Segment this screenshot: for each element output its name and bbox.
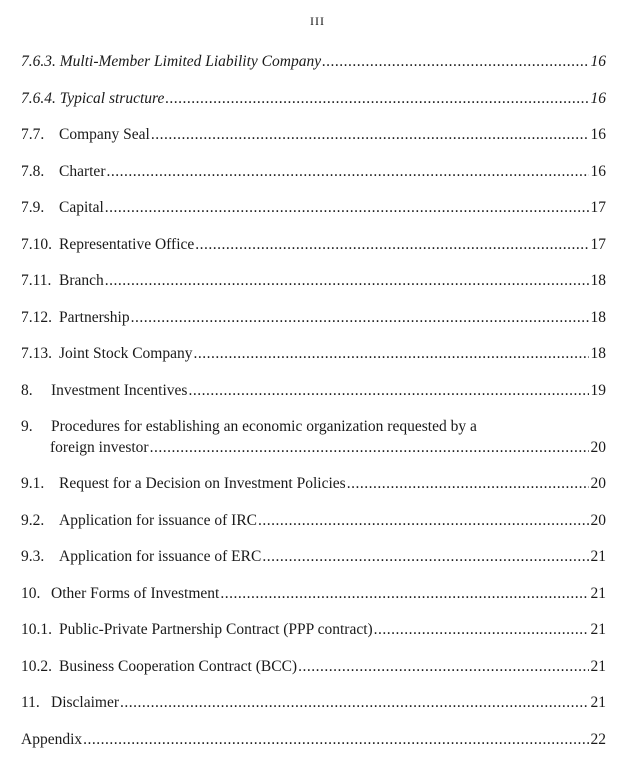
toc-entry-8[interactable]: [21, 381, 606, 418]
toc-title: Partnership: [59, 308, 130, 326]
toc-title: Application for issuance of ERC: [59, 548, 262, 565]
toc-entry-9[interactable]: [21, 417, 606, 474]
toc-title: Branch: [59, 272, 104, 289]
dot-leader: [131, 308, 589, 328]
toc-page-number: 18: [590, 308, 606, 326]
toc-page-number: 17: [590, 235, 606, 253]
toc-page-number: 21: [590, 621, 606, 638]
toc-page-number: 16: [590, 126, 606, 143]
toc-title: Multi-Member Limited Liability Company: [59, 53, 322, 70]
toc-number: 9.1.: [21, 475, 45, 492]
toc-number: 7.11.: [21, 272, 52, 289]
dot-leader: [105, 271, 589, 291]
toc-page-number: 20: [590, 511, 606, 529]
page-number-header: III: [310, 14, 325, 28]
dot-leader: [220, 584, 589, 604]
toc-page-number: 21: [590, 694, 606, 711]
toc-entry-7-7[interactable]: [21, 125, 606, 162]
toc-entry-7-12[interactable]: [21, 308, 606, 345]
dot-leader: [347, 474, 589, 494]
toc-entry-7-11[interactable]: [21, 271, 606, 308]
toc-entry-10[interactable]: [21, 584, 606, 621]
toc-title: Charter: [59, 162, 106, 180]
table-of-contents: [21, 52, 606, 766]
toc-page-number: 21: [590, 548, 606, 565]
dot-leader: [120, 693, 589, 713]
dot-leader: [193, 344, 589, 364]
toc-number: 10.1.: [21, 621, 52, 638]
toc-title-line-2: foreign investor: [50, 439, 149, 456]
toc-number: 7.10.: [21, 235, 52, 253]
toc-title: Application for issuance of IRC: [59, 511, 258, 529]
toc-number: 10.2.: [21, 657, 52, 675]
toc-title: Appendix: [21, 730, 83, 748]
dot-leader: [83, 730, 589, 750]
toc-entry-7-8[interactable]: [21, 162, 606, 199]
toc-number: 9.: [21, 418, 33, 435]
dot-leader: [195, 235, 589, 255]
toc-number: 8.: [21, 381, 33, 399]
toc-entry-appendix[interactable]: [21, 730, 606, 767]
toc-entry-7-6-4[interactable]: [21, 89, 606, 126]
toc-entry-7-13[interactable]: [21, 344, 606, 381]
toc-entry-10-1[interactable]: [21, 620, 606, 657]
toc-number: 7.12.: [21, 308, 52, 326]
toc-entry-9-2[interactable]: [21, 511, 606, 548]
toc-page-number: 21: [590, 584, 606, 602]
toc-page-number: 16: [590, 53, 606, 70]
toc-title: Other Forms of Investment: [51, 584, 220, 602]
toc-page-number: 21: [590, 657, 606, 675]
toc-title: Representative Office: [59, 235, 195, 253]
toc-entry-7-6-3[interactable]: [21, 52, 606, 89]
dot-leader: [262, 547, 589, 567]
toc-number: 7.9.: [21, 199, 45, 216]
toc-number: 7.7.: [21, 126, 45, 143]
dot-leader: [298, 657, 589, 677]
toc-number: 11.: [21, 694, 40, 711]
toc-page-number: 16: [590, 89, 606, 107]
toc-entry-7-10[interactable]: [21, 235, 606, 272]
dot-leader: [188, 381, 589, 401]
toc-title: Public-Private Partnership Contract (PPP contract): [59, 621, 373, 638]
toc-page-number: 22: [590, 730, 606, 748]
dot-leader: [106, 162, 589, 182]
toc-page-number: 18: [590, 345, 606, 362]
dot-leader: [150, 438, 589, 458]
toc-page-number: 19: [590, 381, 606, 399]
toc-number: 7.8.: [21, 162, 45, 180]
toc-title: Business Cooperation Contract (BCC): [59, 657, 298, 675]
dot-leader: [165, 89, 589, 109]
dot-leader: [258, 511, 589, 531]
toc-page-number: 20: [590, 439, 606, 456]
dot-leader: [322, 52, 589, 72]
dot-leader: [151, 125, 589, 145]
toc-title: Company Seal: [59, 126, 150, 143]
toc-title-line-1: Procedures for establishing an economic organization requested by a: [51, 418, 477, 435]
toc-entry-9-3[interactable]: [21, 547, 606, 584]
toc-number: 10.: [21, 584, 41, 602]
toc-number: 7.13.: [21, 345, 52, 362]
toc-number: 7.6.3.: [21, 53, 56, 70]
toc-number: 9.3.: [21, 548, 45, 565]
toc-title: Capital: [59, 199, 104, 216]
toc-number: 7.6.4.: [21, 89, 56, 107]
toc-page-number: 20: [590, 475, 606, 492]
toc-entry-11[interactable]: [21, 693, 606, 730]
dot-leader: [105, 198, 589, 218]
toc-page-number: 17: [590, 199, 606, 216]
dot-leader: [374, 620, 589, 640]
toc-title: Disclaimer: [51, 694, 120, 711]
toc-entry-7-9[interactable]: [21, 198, 606, 235]
toc-title: Joint Stock Company: [59, 345, 193, 362]
toc-title: Investment Incentives: [51, 381, 188, 399]
toc-entry-10-2[interactable]: [21, 657, 606, 694]
toc-title: Request for a Decision on Investment Policies: [59, 475, 346, 492]
toc-page-number: 16: [590, 162, 606, 180]
toc-title: Typical structure: [59, 89, 165, 107]
toc-entry-9-1[interactable]: [21, 474, 606, 511]
toc-page-number: 18: [590, 272, 606, 289]
toc-number: 9.2.: [21, 511, 45, 529]
